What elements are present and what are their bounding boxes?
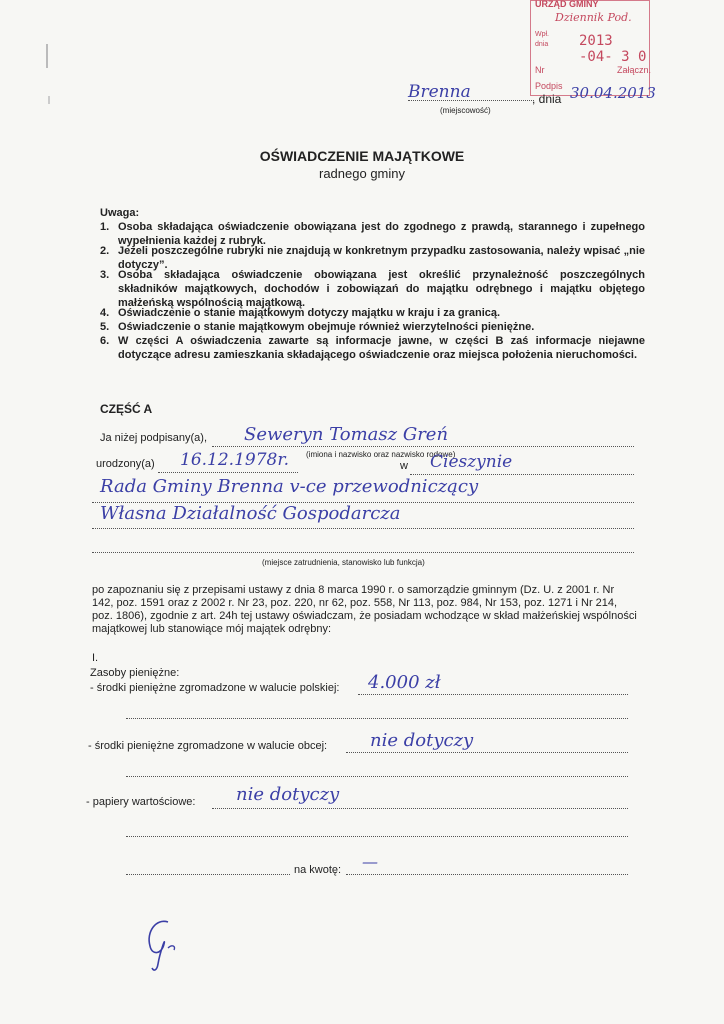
note-item [100,306,645,320]
stamp-journal: Dziennik Pod. [555,11,632,24]
papiery-line-2 [126,836,628,837]
polska-value: 4.000 zł [368,672,441,693]
papiery-value: nie dotyczy [236,784,340,805]
note-number: 3. [100,269,110,281]
podpisany-value: Seweryn Tomasz Greń [244,424,449,445]
stamp-office-name: URZĄD GMINY [535,0,599,9]
stamp-zal-label: Załączn. [617,65,652,75]
urodzony-line [158,472,298,473]
miejsce-line [410,474,634,475]
note-number: 1. [100,221,110,233]
note-item [100,334,645,362]
note-number: 2. [100,245,110,257]
section-1-heading: Zasoby pieniężne: [90,667,180,679]
kwote-line-left [126,874,290,875]
polska-line-2 [126,718,628,719]
kwote-value: — [362,852,378,871]
note-number: 6. [100,335,110,347]
polska-line [358,694,628,695]
imiona-caption: (imiona i nazwisko oraz nazwisko rodowe) [306,450,456,459]
podpisany-line [212,446,634,447]
note-text: Jeżeli poszczególne rubryki nie znajdują w konkretnym przypadku zastosowania, należy wpisać „nie dotyczy”. [118,245,645,271]
ustawa-paragraph: po zapoznaniu się z przepisami ustawy z dnia 8 marca 1990 r. o samorządzie gminnym (Dz. U. z 2001 r. Nr 142, poz. 1591 oraz z 2002 r. Nr 23, poz. 220, nr 62, poz. 558, Nr 113, poz. 984, Nr 153, poz. 1271 i Nr 214, poz. 1806), zgodnie z art. 24h tej ustawy oświadczam, że posiadam wchodzące w skład małżeńskiej wspólności majątkowej lub stanowiące mój majątek odrębny: [92,584,637,635]
kwote-label: na kwotę: [294,864,342,876]
date-label: , dnia [532,92,562,106]
zatrudnienie-caption: (miejsce zatrudnienia, stanowisko lub funkcja) [262,558,425,567]
note-text: Osoba składająca oświadczenie obowiązana jest do zgodnego z prawdą, starannego i zupełnego wypełnienia każdej z rubryk. [118,221,645,247]
note-item [100,268,645,310]
note-number: 5. [100,321,110,333]
registry-stamp [530,0,650,96]
section-1-roman: I. [92,652,99,664]
zatrudnienie-value-2: Własna Działalność Gospodarcza [100,503,401,524]
stamp-nr-label: Nr [535,65,545,75]
margin-mark [48,96,50,104]
obca-label: - środki pieniężne zgromadzone w walucie obcej: [88,740,328,752]
kwote-line [346,874,628,875]
podpisany-label: Ja niżej podpisany(a), [100,432,208,444]
zatrudnienie-value-1: Rada Gminy Brenna v-ce przewodniczący [100,476,479,497]
place-value: Brenna [408,82,471,102]
margin-mark [46,44,48,68]
papiery-line [212,808,628,809]
miejsce-value: Cieszynie [430,452,513,472]
papiery-label: - papiery wartościowe: [86,796,196,808]
date-value: 30.04.2013 [570,84,656,102]
zatrudnienie-line-2 [92,528,634,529]
stamp-podpis-label: Podpis [535,81,563,91]
note-number: 4. [100,307,110,319]
notes-label: Uwaga: [100,207,140,219]
zatrudnienie-line-3 [92,552,634,553]
urodzony-label: urodzony(a) [96,458,155,470]
w-label: w [400,460,408,472]
stamp-date: 2013 -04- 3 0 [579,33,647,65]
section-a-heading: CZĘŚĆ A [100,402,153,416]
obca-value: nie dotyczy [370,730,474,751]
initials-signature [138,914,190,974]
note-text: W części A oświadczenia zawarte są informacje jawne, w części B zaś informacje niejawne dotyczące adresu zamieszkania składającego oświadczenie oraz miejsca położenia nieruchomości. [118,335,645,361]
stamp-wpl-label: Wpł. [535,31,549,38]
place-line [408,100,534,101]
note-text: Oświadczenie o stanie majątkowym dotyczy majątku w kraju i za granicą. [118,307,501,319]
polska-label: - środki pieniężne zgromadzone w walucie polskiej: [90,682,340,694]
note-text: Osoba składająca oświadczenie obowiązana jest określić przynależność poszczególnych składników majątkowych, dochodów i zobowiązań do majątku odrębnego i majątku objętego małżeńską wspólnością majątkową. [118,269,645,309]
page-subtitle: radnego gminy [319,166,405,181]
note-text: Oświadczenie o stanie majątkowym obejmuje również wierzytelności pieniężne. [118,321,535,333]
obca-line-2 [126,776,628,777]
obca-line [346,752,628,753]
urodzony-value: 16.12.1978r. [180,450,289,470]
place-caption: (miejscowość) [440,106,491,115]
stamp-dnia-label: dnia [535,41,549,48]
page-title: OŚWIADCZENIE MAJĄTKOWE [259,148,465,164]
note-item [100,320,645,334]
